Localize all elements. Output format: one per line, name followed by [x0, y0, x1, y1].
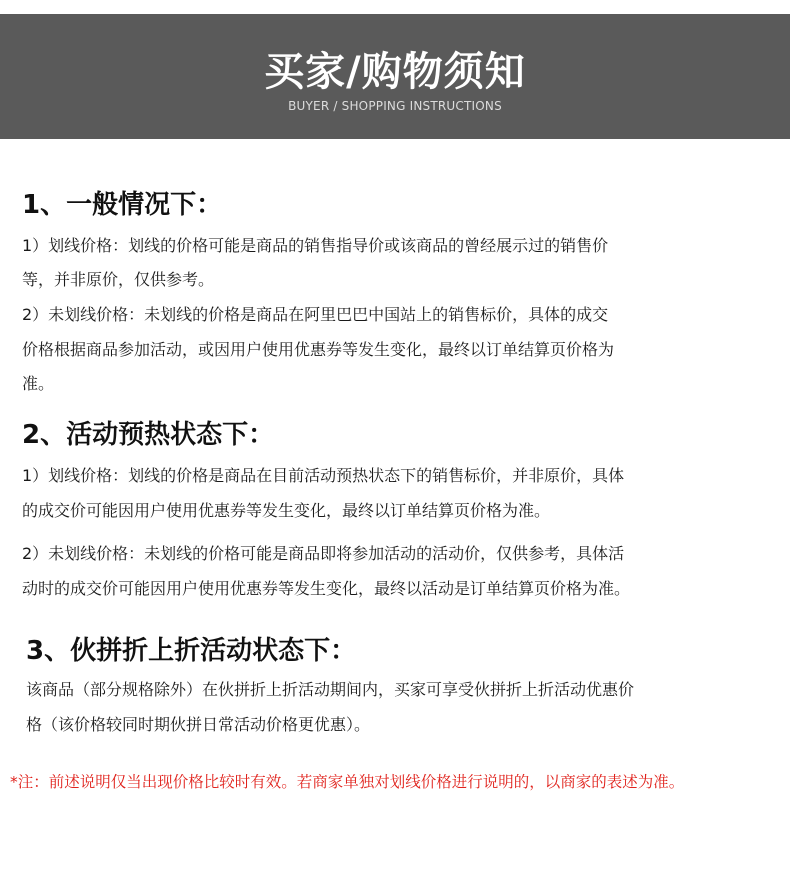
- section-3-line-1: 该商品（部分规格除外）在伙拼折上折活动期间内，买家可享受伙拼折上折活动优惠价: [26, 680, 635, 699]
- section-1-line-3: 2）未划线价格：未划线的价格是商品在阿里巴巴中国站上的销售标价，具体的成交: [22, 305, 609, 324]
- section-2-line-1: 1）划线价格：划线的价格是商品在目前活动预热状态下的销售标价，并非原价，具体: [22, 466, 625, 485]
- section-1-line-1: 1）划线价格：划线的价格可能是商品的销售指导价或该商品的曾经展示过的销售价: [22, 236, 609, 255]
- section-2-line-3: 2）未划线价格：未划线的价格可能是商品即将参加活动的活动价，仅供参考，具体活: [22, 544, 625, 563]
- section-3-title: 3、伙拼折上折活动状态下：: [26, 636, 357, 666]
- section-1-line-4: 价格根据商品参加活动，或因用户使用优惠券等发生变化，最终以订单结算页价格为: [22, 340, 615, 359]
- header-banner: [0, 14, 790, 139]
- section-1-line-5: 准。: [22, 374, 55, 393]
- section-1-line-2: 等，并非原价，仅供参考。: [22, 270, 215, 289]
- section-1-title: 1、一般情况下：: [22, 190, 223, 220]
- section-2-line-4: 动时的成交价可能因用户使用优惠券等发生变化，最终以活动是订单结算页价格为准。: [22, 579, 631, 598]
- footnote: *注：前述说明仅当出现价格比较时有效。若商家单独对划线价格进行说明的，以商家的表述为准。: [10, 773, 685, 791]
- page-subtitle: BUYER / SHOPPING INSTRUCTIONS: [288, 99, 502, 113]
- page-title: 买家/购物须知: [264, 49, 526, 95]
- section-2-line-2: 的成交价可能因用户使用优惠券等发生变化，最终以订单结算页价格为准。: [22, 501, 551, 520]
- section-2-title: 2、活动预热状态下：: [22, 420, 275, 450]
- section-3-line-2: 格（该价格较同时期伙拼日常活动价格更优惠）。: [26, 715, 371, 734]
